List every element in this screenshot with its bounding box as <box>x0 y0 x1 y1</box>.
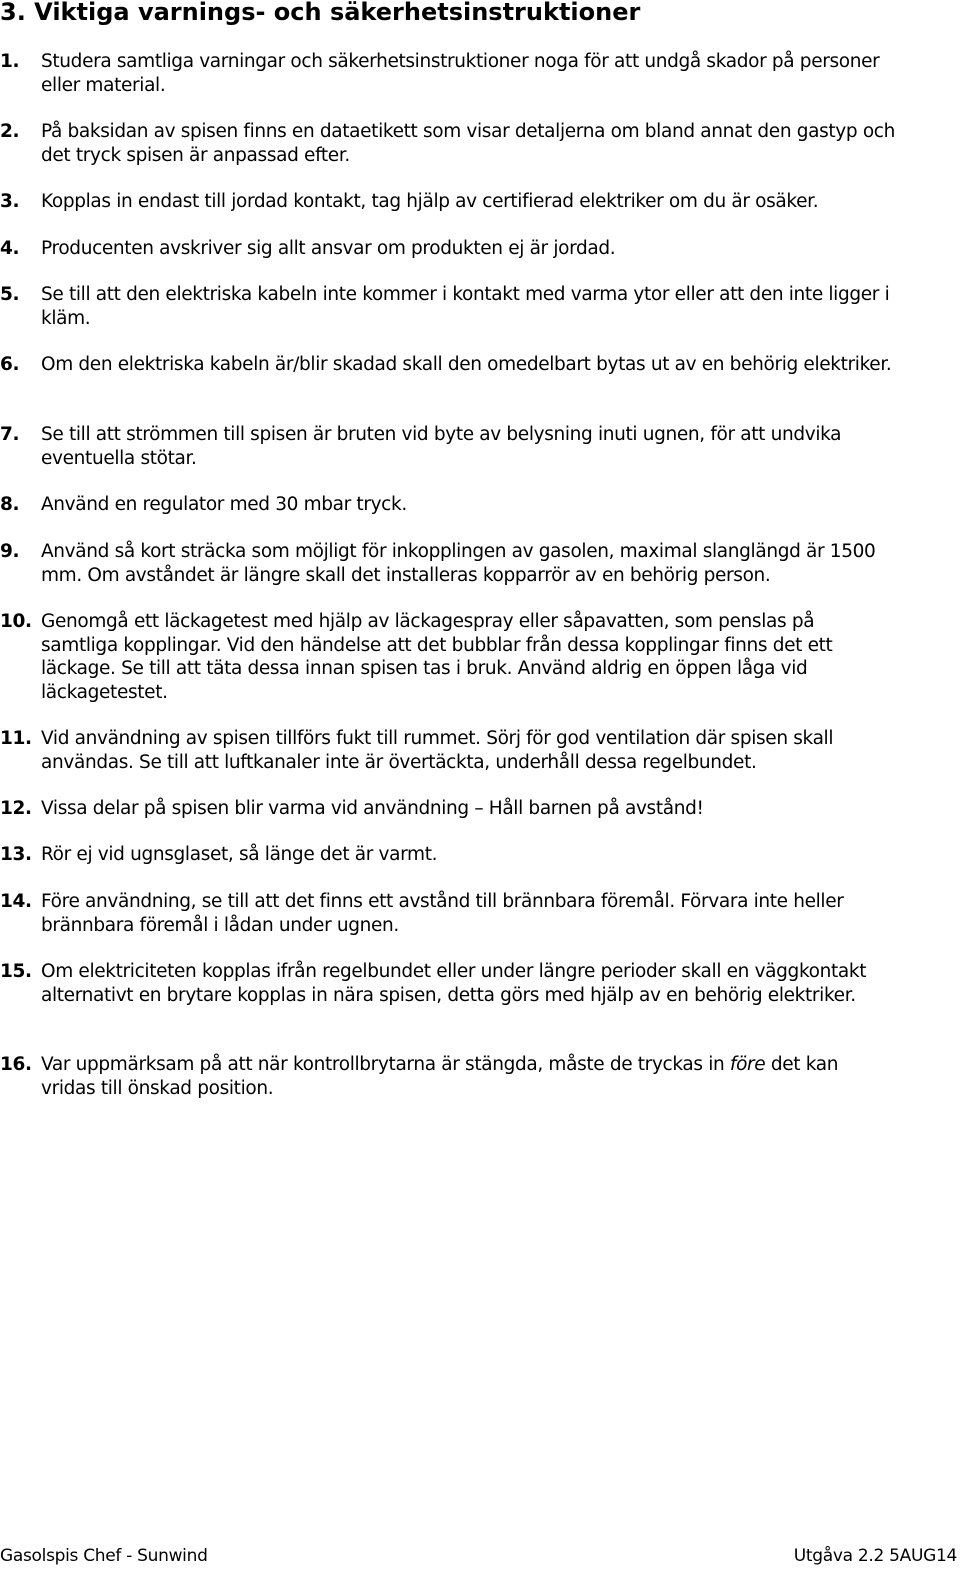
list-item <box>0 423 900 470</box>
item-number: 3. <box>0 191 20 212</box>
footer-product-name: Gasolspis Chef - Sunwind <box>0 1546 208 1566</box>
list-item <box>0 493 900 517</box>
item-text: Se till att den elektriska kabeln inte kommer i kontakt med varma ytor eller att den inte ligger i kläm. <box>41 284 890 329</box>
item-text: Vid användning av spisen tillförs fukt till rummet. Sörj för god ventilation där spisen skall användas. Se till att luftkanaler inte är övertäckta, underhåll dessa regelbundet. <box>41 728 834 773</box>
list-item <box>0 353 900 377</box>
item-number: 5. <box>0 284 20 305</box>
item-number: 15. <box>0 961 32 982</box>
item-text-emphasis: före <box>729 1054 766 1075</box>
list-item <box>0 190 900 214</box>
page-title: 3. Viktiga varnings- och säkerhetsinstruktioner <box>0 0 641 26</box>
item-number: 11. <box>0 728 32 749</box>
item-text-end: det kan vridas till önskad position. <box>41 1054 839 1099</box>
list-item <box>0 960 900 1007</box>
item-text: Om den elektriska kabeln är/blir skadad skall den omedelbart bytas ut av en behörig elektriker. <box>41 354 892 375</box>
item-text: Se till att strömmen till spisen är bruten vid byte av belysning inuti ugnen, för att undvika eventuella stötar. <box>41 424 842 469</box>
item-number: 14. <box>0 891 32 912</box>
item-text: Vissa delar på spisen blir varma vid användning – Håll barnen på avstånd! <box>41 798 704 819</box>
item-number: 8. <box>0 494 20 515</box>
list-item <box>0 283 900 330</box>
item-text: Om elektriciteten kopplas ifrån regelbundet eller under längre perioder skall en väggkontakt alternativt en brytare kopplas in nära spisen, detta görs med hjälp av en behörig elektriker. <box>41 961 867 1006</box>
item-text: Använd så kort sträcka som möjligt för inkopplingen av gasolen, maximal slanglängd är 1500 mm. Om avståndet är längre skall det installeras kopparrör av en behörig person. <box>41 541 876 586</box>
list-item <box>0 237 900 261</box>
list-item <box>0 890 900 937</box>
list-item <box>0 540 900 587</box>
list-item <box>0 843 900 867</box>
list-item <box>0 727 900 774</box>
list-item <box>0 797 900 821</box>
item-number: 9. <box>0 541 20 562</box>
item-text: På baksidan av spisen finns en dataetikett som visar detaljerna om bland annat den gastyp och det tryck spisen är anpassad efter. <box>41 121 895 166</box>
footer-edition: Utgåva 2.2 5AUG14 <box>793 1546 957 1566</box>
item-text: Producenten avskriver sig allt ansvar om produkten ej är jordad. <box>41 238 616 259</box>
item-number: 10. <box>0 611 32 632</box>
item-number: 7. <box>0 424 20 445</box>
item-number: 1. <box>0 51 20 72</box>
item-text: Före användning, se till att det finns ett avstånd till brännbara föremål. Förvara inte heller brännbara föremål i lådan under ugnen. <box>41 891 844 936</box>
item-text: Rör ej vid ugnsglaset, så länge det är varmt. <box>41 844 438 865</box>
item-number: 16. <box>0 1054 32 1075</box>
item-text: Kopplas in endast till jordad kontakt, tag hjälp av certifierad elektriker om du är osäker. <box>41 191 819 212</box>
item-text <box>41 1053 896 1100</box>
item-number: 12. <box>0 798 32 819</box>
item-number: 6. <box>0 354 20 375</box>
item-text: Använd en regulator med 30 mbar tryck. <box>41 494 407 515</box>
item-number: 13. <box>0 844 32 865</box>
item-text: Studera samtliga varningar och säkerhetsinstruktioner noga för att undgå skador på personer eller material. <box>41 51 880 96</box>
item-text: Genomgå ett läckagetest med hjälp av läckagespray eller såpavatten, som penslas på samtliga kopplingar. Vid den händelse att det bubblar från dessa kopplingar finns det ett läckage. Se till att täta dessa innan spisen tas i bruk. Använd aldrig en öppen låga vid läckagetestet. <box>41 611 833 703</box>
list-item <box>0 1053 900 1100</box>
list-item <box>0 610 900 704</box>
list-item <box>0 50 900 97</box>
item-number: 4. <box>0 238 20 259</box>
item-text-start: Var uppmärksam på att när kontrollbrytarna är stängda, måste de tryckas in <box>41 1054 730 1075</box>
list-item <box>0 120 900 167</box>
item-number: 2. <box>0 121 20 142</box>
